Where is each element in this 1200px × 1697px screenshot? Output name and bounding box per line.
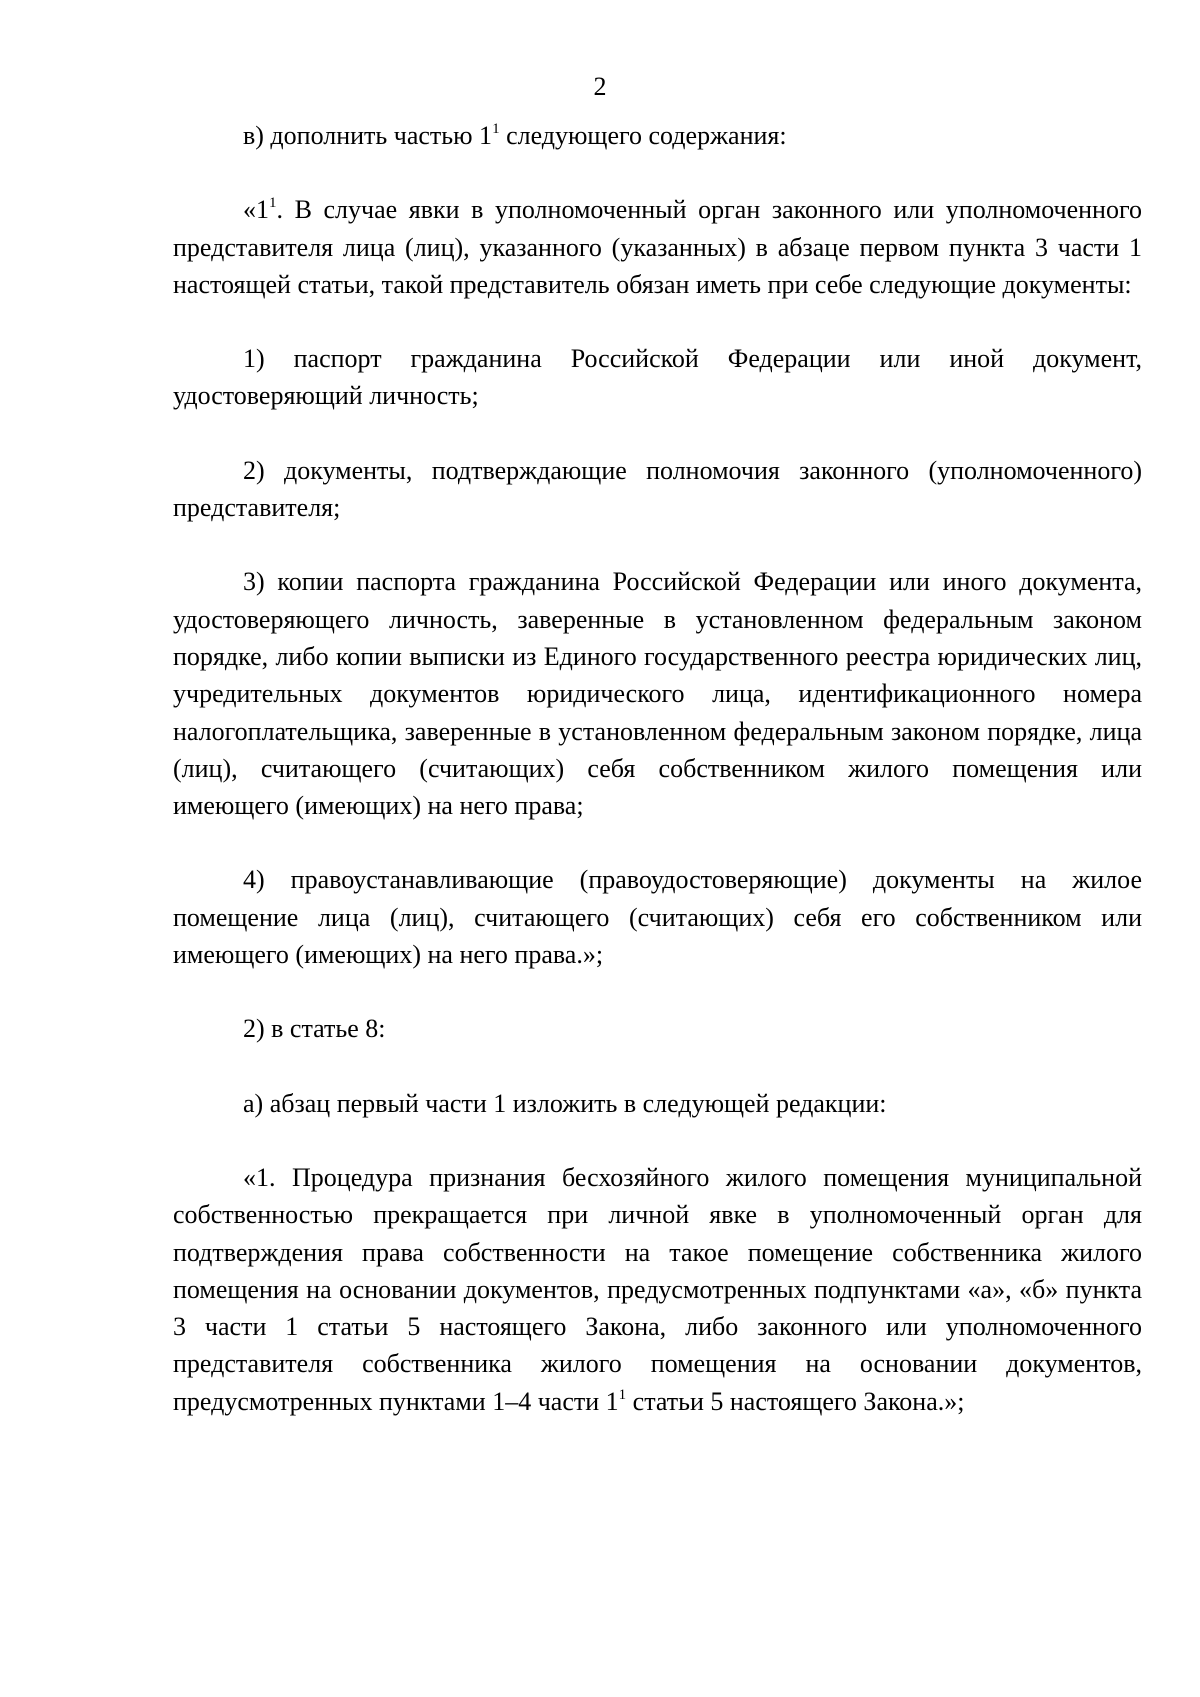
paragraph-text: 2) в статье 8: [243,1014,386,1044]
paragraph-article-8-a [173,1085,1142,1122]
paragraph-text: «1. Процедура признания бесхозяйного жилого помещения муниципальной собственностью прекращается при личной явке в уполномоченный орган для подтверждения права собственности на такое помещение собственника жилого помещения на основании документов, предусмотренных подпунктами «а», «б» пункта 3 части 1 статьи 5 настоящего Закона, либо законного или уполномоченного представителя собственника жилого помещения на основании документов, предусмотренных пунктами 1–4 части 1 [173,1162,1142,1416]
list-item-1 [173,340,1142,415]
paragraph-text: статьи 5 настоящего Закона.»; [626,1386,965,1416]
paragraph-text: . В случае явки в уполномоченный орган законного или уполномоченного представителя лица (лиц), указанного (указанных) в абзаце первом пункта 3 части 1 настоящей статьи, такой представитель обязан иметь при себе следующие документы: [173,195,1142,299]
superscript: 1 [618,1386,627,1403]
paragraph-text: 3) копии паспорта гражданина Российской Федерации или иного документа, удостоверяющего личность, заверенные в установленном федеральным законом порядке, либо копии выписки из Единого государственного реестра юридических лиц, учредительных документов юридического лица, идентификационного номера налогоплательщика, заверенные в установленном федеральным законом порядке, лица (лиц), считающего (считающих) себя собственником жилого помещения или имеющего (имеющих) на него права; [173,567,1142,821]
paragraph-text: 4) правоустанавливающие (правоудостоверяющие) документы на жилое помещение лица (лиц), считающего (считающих) себя его собственником или имеющего (имеющих) на него права.»; [173,865,1142,970]
paragraph-text: 1) паспорт гражданина Российской Федерации или иной документ, удостоверяющий личность; [173,344,1142,411]
page-number: 2 [593,72,607,101]
paragraph-new-part-1-text [173,1159,1142,1420]
paragraph-article-8 [173,1010,1142,1047]
paragraph-part-1-1-text [173,191,1142,303]
list-item-4 [173,861,1142,973]
paragraph-text: 2) документы, подтверждающие полномочия законного (уполномоченного) представителя; [173,455,1142,523]
paragraph-text: следующего содержания: [499,121,787,150]
list-item-3 [173,563,1142,824]
list-item-2 [173,452,1142,527]
paragraph-text: в) дополнить частью 1 [243,121,493,150]
document-body [173,117,1142,1420]
paragraph-text: а) абзац первый части 1 изложить в следующей редакции: [243,1088,887,1118]
superscript: 1 [492,121,500,137]
paragraph-amend-part-1-1 [173,117,1142,154]
superscript: 1 [269,195,277,212]
paragraph-text: «1 [243,195,269,225]
